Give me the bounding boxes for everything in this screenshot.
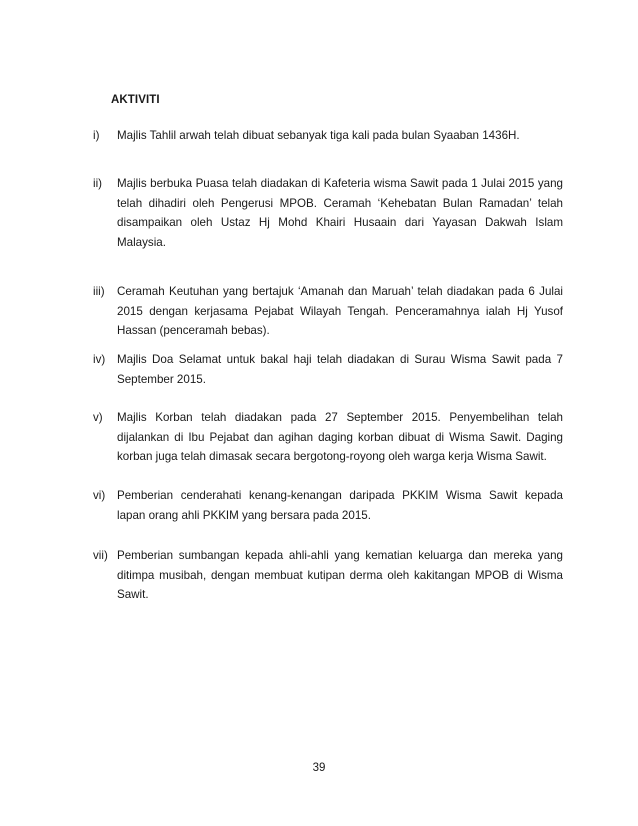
list-item-text: Pemberian sumbangan kepada ahli-ahli yang kematian keluarga dan mereka yang ditimpa musibah, dengan membuat kutipan derma oleh kakitangan MPOB di Wisma Sawit.: [117, 549, 563, 601]
list-marker: v): [93, 411, 103, 424]
list-item-text: Ceramah Keutuhan yang bertajuk ‘Amanah dan Maruah’ telah diadakan pada 6 Julai 2015 dengan kerjasama Pejabat Wilayah Tengah. Penceramahnya ialah Hj Yusof Hassan (penceramah bebas).: [117, 285, 563, 337]
list-item: [93, 350, 563, 389]
list-marker: i): [93, 129, 100, 142]
list-item-text: Majlis Tahlil arwah telah dibuat sebanyak tiga kali pada bulan Syaaban 1436H.: [117, 129, 520, 142]
list-item: [93, 126, 563, 146]
list-item-text: Majlis berbuka Puasa telah diadakan di Kafeteria wisma Sawit pada 1 Julai 2015 yang telah dihadiri oleh Pengerusi MPOB. Ceramah ‘Kehebatan Bulan Ramadan’ telah disampaikan oleh Ustaz Hj Mohd Khairi Husaain dari Yayasan Dakwah Islam Malaysia.: [117, 177, 563, 249]
list-marker: vi): [93, 489, 106, 502]
list-item-text: Majlis Doa Selamat untuk bakal haji telah diadakan di Surau Wisma Sawit pada 7 September 2015.: [117, 353, 563, 386]
list-item-text: Pemberian cenderahati kenang-kenangan daripada PKKIM Wisma Sawit kepada lapan orang ahli PKKIM yang bersara pada 2015.: [117, 489, 563, 522]
list-item-text: Majlis Korban telah diadakan pada 27 September 2015. Penyembelihan telah dijalankan di Ibu Pejabat dan agihan daging korban dibuat di Wisma Sawit. Daging korban juga telah dimasak secara bergotong-royong oleh warga kerja Wisma Sawit.: [117, 411, 563, 463]
list-marker: iii): [93, 285, 105, 298]
list-marker: vii): [93, 549, 108, 562]
list-item: [93, 282, 563, 341]
list-item: [93, 174, 563, 252]
list-marker: iv): [93, 353, 106, 366]
page-number: 39: [312, 762, 326, 774]
list-item: [93, 546, 563, 605]
list-marker: ii): [93, 177, 103, 190]
list-item: [93, 408, 563, 467]
section-heading: AKTIVITI: [111, 94, 160, 106]
list-item: [93, 486, 563, 525]
